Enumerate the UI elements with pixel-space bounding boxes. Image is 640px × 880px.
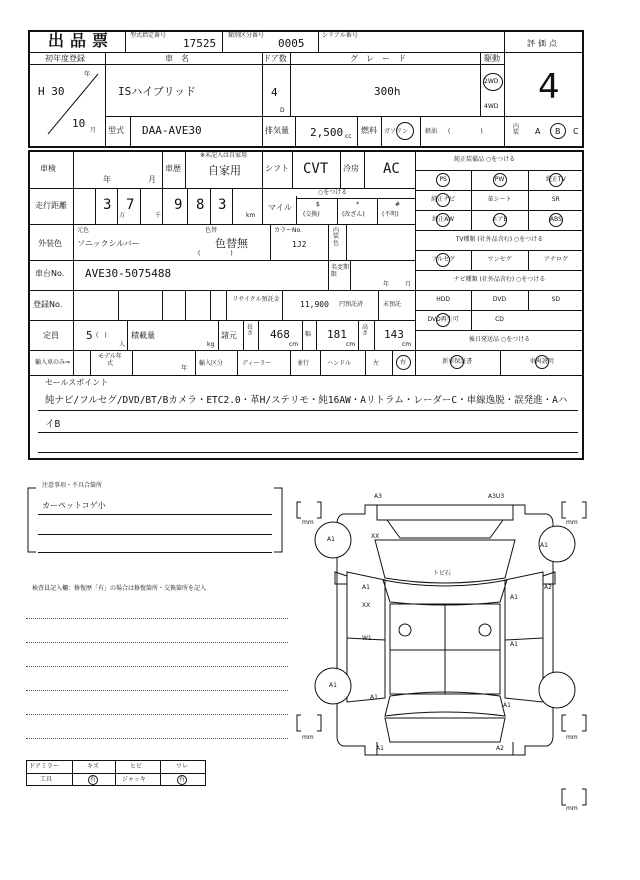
fuel-paren: ( ) — [448, 128, 483, 135]
interior-color-label: 内装色 — [333, 227, 340, 247]
handle-right: 右 — [400, 359, 407, 366]
legend-crack: ヒビ — [130, 763, 143, 770]
mark-a1-door-right: A1 — [510, 641, 518, 648]
equipment-title: 純正装備品 ○をつける — [454, 156, 516, 163]
equipment-row1-1-circle — [493, 173, 507, 187]
mm-mid-right: mm — [566, 734, 578, 741]
fuel-label: 燃料 — [361, 126, 377, 135]
model-year-unit: 年 — [181, 365, 188, 372]
inspector-label: 検査員記入欄：修復歴「有」の場合は修復箇所・交換箇所を記入 — [32, 585, 207, 592]
mileage-sen: 千 — [155, 212, 162, 219]
first-reg-year: H 30 — [38, 85, 65, 98]
equipment-row2-2: SR — [551, 196, 560, 203]
mileage-digit-2: 7 — [126, 197, 135, 213]
color-label: 外装色 — [38, 239, 62, 248]
color-change-paren: ( ) — [198, 250, 233, 257]
mark-rear-left-a1: A1 — [329, 682, 337, 689]
equipment-row1-2: 純正TV — [545, 176, 566, 183]
width-unit: cm — [346, 341, 356, 348]
inspection-month: 月 — [148, 175, 156, 184]
mile-label: マイル — [268, 203, 292, 212]
interior-label: 内装 — [513, 123, 520, 136]
first-reg-month-unit: 月 — [90, 127, 97, 134]
doors-suffix: D — [280, 107, 285, 114]
equipment-tv-0: フルセグ — [431, 256, 456, 263]
type-no: 17525 — [183, 37, 217, 50]
recycle-label: リサイクル預託金 — [232, 296, 280, 303]
orig-color-label: 元色 — [77, 227, 90, 234]
mark-a1-right: A1 — [510, 594, 518, 601]
color-no-value: 1J2 — [292, 240, 307, 249]
score-value: 4 — [538, 67, 560, 107]
legend-tools: 工具 — [40, 776, 53, 783]
mark-front-right-a1: A1 — [540, 542, 548, 549]
mileage-star: * — [356, 201, 359, 208]
mileage-digit-3: 9 — [174, 197, 183, 213]
equipment-navi2-1: CD — [495, 316, 504, 323]
first-reg-month: 10 — [72, 117, 86, 130]
equipment-navi1-1: DVD — [492, 296, 507, 303]
equipment-later-1-circle — [535, 355, 549, 369]
name-change-label: 名変期限 — [331, 264, 350, 278]
color-change-label: 色替 — [205, 227, 218, 234]
load-label: 積載量 — [131, 331, 155, 340]
equipment-later_title: 後日発送品 ○をつける — [468, 336, 531, 343]
cc-unit: cc — [345, 133, 352, 140]
class-no-label: 類別区分番号 — [228, 32, 265, 39]
shift-value: CVT — [303, 161, 329, 177]
height-label: 高さ — [362, 324, 369, 337]
color-change-value: 色替無 — [215, 237, 248, 250]
car-diagram — [295, 480, 595, 780]
capacity-paren: ( ) — [96, 332, 107, 339]
color-no-label: カラーNo. — [274, 227, 302, 234]
sales-line-2: イB — [45, 419, 61, 430]
mileage-label: 走行距離 — [35, 201, 67, 210]
height-value: 143 — [384, 328, 404, 341]
mark-a3u3: A3U3 — [488, 493, 505, 500]
length-label: 長さ — [247, 324, 254, 337]
interior-a: A — [535, 127, 541, 136]
model-value: DAA-AVE30 — [142, 124, 202, 137]
inspection-year: 年 — [103, 175, 111, 184]
chassis-label: 車台No. — [35, 269, 65, 278]
dims-label: 諸元 — [221, 331, 237, 340]
legend-tools-value: 有 — [90, 776, 97, 783]
mark-a3-top: A3 — [374, 493, 382, 500]
mark-xx-1: XX — [371, 533, 380, 540]
notes-label: 注意事項・不具合箇所 — [42, 482, 103, 489]
drive-2wd: 2WD — [484, 78, 499, 85]
mark-a1-bottom: A1 — [376, 745, 384, 752]
mark-a2-right: A2 — [544, 584, 552, 591]
chassis-value: AVE30-5075488 — [85, 267, 172, 280]
first-reg-slash — [28, 64, 108, 148]
car-name: ISハイブリッド — [118, 85, 197, 98]
import-parallel: 並行 — [297, 360, 310, 367]
mileage-exchange: (交換) — [303, 211, 320, 218]
first-reg-label: 初年度登録 — [45, 54, 85, 63]
class-no: 0005 — [278, 37, 305, 50]
recycle-not: 未預託 — [383, 301, 402, 308]
legend-break: ワレ — [176, 763, 189, 770]
equipment-row3-2-circle — [549, 213, 563, 227]
equipment-later-0: 新車保証書 — [442, 358, 473, 365]
equipment-navi1-2: SD — [551, 296, 561, 303]
mark-xx-2: XX — [362, 602, 371, 609]
notes-bracket — [26, 480, 286, 560]
history-label: 車歴 — [165, 164, 181, 173]
car-name-label: 車 名 — [165, 54, 189, 63]
serial-label: シリアル番号 — [322, 32, 358, 39]
cooling-label: 冷房 — [343, 164, 359, 173]
mileage-hash: # — [395, 201, 401, 208]
mark-a1-left: A1 — [362, 584, 370, 591]
equipment-navi2-0: DVD再生可 — [427, 316, 459, 323]
equipment-row1-1: PW — [494, 176, 505, 183]
interior-c: C — [573, 127, 579, 136]
first-reg-year-unit: 年 — [84, 71, 91, 78]
equipment-row3-2: ABS — [549, 216, 562, 223]
equipment-navi1-0: HDD — [436, 296, 451, 303]
orig-color-value: ソニックシルバー — [77, 239, 140, 248]
legend-jack-value: 有 — [179, 776, 186, 783]
width-label: 幅 — [305, 331, 312, 338]
fuel-gas: ガソリン — [384, 128, 409, 135]
mileage-man: 万 — [119, 212, 126, 219]
mark-a2-bottom: A2 — [496, 745, 504, 752]
equipment-row3-1-circle — [493, 213, 507, 227]
mileage-km: km — [246, 212, 256, 219]
equipment-row3-1: エアB — [491, 216, 508, 223]
legend-jack: ジャッキ — [122, 776, 146, 783]
handle-label: ハンドル — [327, 360, 352, 367]
history-value: 自家用 — [208, 164, 241, 177]
mileage-mark-note: ○をつける — [318, 189, 348, 196]
reg-no-label: 登録No. — [33, 300, 63, 309]
fuel-diesel: 軽油 — [425, 128, 438, 135]
mileage-digit-4: 8 — [196, 197, 205, 213]
mm-bottom-right: mm — [566, 805, 578, 812]
legend-scratch: キズ — [87, 763, 99, 770]
equipment-later-1: 車両説明 — [529, 358, 554, 365]
height-unit: cm — [402, 341, 412, 348]
equipment-navi_title: ナビ種類 (社外品含む) ○をつける — [453, 276, 546, 283]
handle-left: 左 — [373, 360, 380, 367]
recycle-unit: 円預託済 — [339, 301, 364, 308]
grade-value: 300h — [374, 85, 401, 98]
mileage-digit-5: 3 — [218, 197, 227, 213]
history-note: ※未記入は自家用 — [200, 152, 248, 159]
doors-value: 4 — [271, 86, 278, 99]
inspection-label: 車検 — [40, 164, 56, 173]
mark-a1-rear-right: A1 — [503, 702, 511, 709]
name-change-year: 年 — [383, 281, 390, 288]
equipment-row1-2-circle — [549, 173, 563, 187]
capacity-unit: 人 — [119, 341, 126, 348]
equipment-row1-0: PS — [439, 176, 447, 183]
mark-w1: W1 — [362, 635, 372, 642]
recycle-value: 11,900 — [300, 300, 329, 309]
equipment-row2-0: 純正ナビ — [431, 196, 456, 203]
import-class-label: 輸入区分 — [199, 360, 224, 367]
import-dealer: ディーラー — [242, 360, 272, 367]
equipment-row3-0: 純正AW — [432, 216, 455, 223]
score-label: 評価点 — [527, 39, 560, 48]
mileage-unknown: (不明) — [382, 211, 399, 218]
shift-label: シフト — [265, 164, 289, 173]
equipment-tv_title: TV種類 (社外品含む) ○をつける — [455, 236, 544, 243]
grade-label: グ レ ー ド — [350, 54, 406, 63]
load-unit: kg — [207, 341, 215, 348]
displacement-value: 2,500 — [310, 126, 344, 139]
sales-line-1: 純ナビ/フルセグ/DVD/BT/Bカメラ・ETC2.0・革H/ステリモ・純16AW・Aリトラム・レーダーC・車線逸脱・誤発進・Aハ — [45, 395, 568, 406]
mark-hood: トビ石 — [433, 570, 452, 577]
mm-top-right: mm — [566, 519, 578, 526]
capacity-value: 5 — [86, 329, 93, 342]
legend-door-mirror: ドアミラー — [29, 763, 59, 770]
drive-4wd: 4WD — [484, 103, 499, 110]
mileage-digit-1: 3 — [103, 197, 112, 213]
equipment-row2-1: 革シート — [487, 196, 512, 203]
drive-label: 駆動 — [484, 54, 500, 63]
width-value: 181 — [327, 328, 347, 341]
length-unit: cm — [289, 341, 299, 348]
interior-b: B — [555, 127, 561, 136]
mm-mid-left: mm — [302, 734, 314, 741]
type-no-label: 型式指定番号 — [130, 32, 167, 39]
sales-label: セールスポイント — [45, 378, 109, 387]
name-change-month: 月 — [405, 281, 412, 288]
mark-front-left-a1: A1 — [327, 536, 335, 543]
displacement-label: 排気量 — [265, 126, 289, 135]
equipment-tv-1: ワンセグ — [487, 256, 512, 263]
import-label: 輸入車のみ⇒ — [35, 359, 71, 366]
page-title: 出品票 — [48, 31, 115, 50]
model-label: 型式 — [108, 126, 124, 135]
length-value: 468 — [270, 328, 290, 341]
doors-label: ドア数 — [263, 54, 287, 63]
capacity-label: 定員 — [43, 331, 59, 340]
notes-text: カーペットコゲ小 — [42, 501, 106, 510]
equipment-tv-2: アナログ — [543, 256, 568, 263]
mileage-tamper: (改ざん) — [342, 211, 365, 218]
mileage-dollar: $ — [316, 201, 320, 208]
mark-a1-left-rear: A1 — [370, 694, 378, 701]
model-year-label: モデル年式 — [98, 353, 122, 367]
cooling-value: AC — [383, 161, 400, 177]
mm-top-left: mm — [302, 519, 314, 526]
